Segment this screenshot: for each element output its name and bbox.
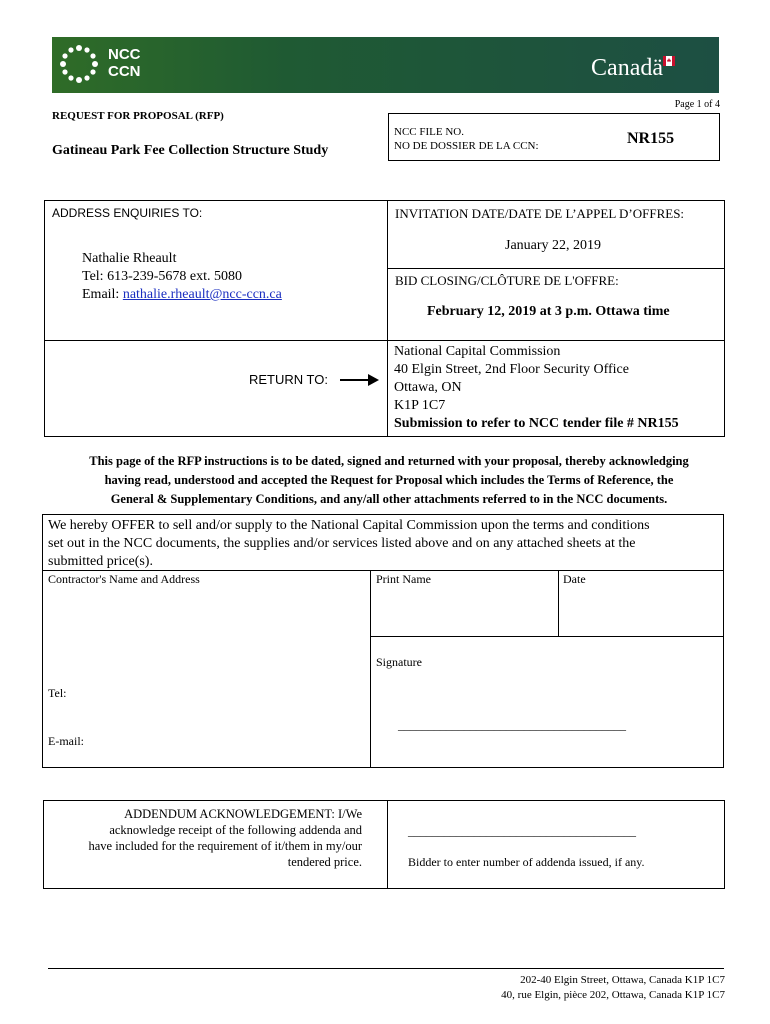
- contractor-label: Contractor's Name and Address: [48, 572, 200, 586]
- instructions-line-1: This page of the RFP instructions is to be dated, signed and returned with your proposal, thereby acknowledging: [89, 454, 689, 468]
- dates-divider: [387, 268, 725, 269]
- print-name-label: Print Name: [376, 572, 431, 586]
- instructions-paragraph: [46, 452, 732, 509]
- file-label-fr: NO DE DOSSIER DE LA CCN:: [394, 140, 539, 152]
- email-label: Email:: [82, 287, 123, 302]
- addendum-line-1: ADDENDUM ACKNOWLEDGEMENT: I/We: [124, 807, 362, 821]
- addendum-line-4: tendered price.: [287, 855, 362, 869]
- canada-wordmark: Canadä: [591, 55, 663, 81]
- footer-address-en: 202-40 Elgin Street, Ottawa, Canada K1P 1C7: [520, 974, 725, 986]
- footer-address-fr: 40, rue Elgin, pièce 202, Ottawa, Canada K1P 1C7: [501, 989, 725, 1001]
- rfp-label: REQUEST FOR PROPOSAL (RFP): [52, 110, 224, 122]
- logo-line-fr: CCN: [108, 63, 141, 80]
- addendum-line-2: acknowledge receipt of the following addenda and: [109, 823, 362, 837]
- submission-note: Submission to refer to NCC tender file # NR155: [394, 416, 679, 431]
- tel-label: Tel:: [48, 686, 67, 700]
- enquiries-label: ADDRESS ENQUIRIES TO:: [52, 206, 203, 220]
- footer-rule: [48, 968, 724, 969]
- logo-line-en: NCC: [108, 46, 141, 63]
- footer-address: [501, 973, 725, 1003]
- file-label-en: NCC FILE NO.: [394, 126, 464, 138]
- header-banner: [52, 37, 719, 93]
- contact-tel: Tel: 613-239-5678 ext. 5080: [82, 269, 242, 284]
- signature-label: Signature: [376, 655, 422, 669]
- closing-label: BID CLOSING/CLÔTURE DE L'OFFRE:: [395, 273, 619, 288]
- rfp-title: Gatineau Park Fee Collection Structure Study: [52, 143, 329, 158]
- name-date-divider: [558, 570, 559, 636]
- return-line-3: Ottawa, ON: [394, 380, 462, 395]
- offer-line-3: submitted price(s).: [48, 554, 153, 569]
- email-field-label: E-mail:: [48, 734, 84, 748]
- offer-line-1: We hereby OFFER to sell and/or supply to the National Capital Commission upon the terms and conditions: [48, 518, 650, 533]
- return-address: [394, 343, 679, 433]
- signature-row-divider: [370, 636, 724, 637]
- offer-text: [48, 517, 708, 571]
- offer-divider: [42, 570, 724, 571]
- ncc-logo-text: [108, 46, 141, 80]
- contact-email-link[interactable]: nathalie.rheault@ncc-ccn.ca: [122, 287, 282, 302]
- page-indicator: Page 1 of 4: [674, 99, 720, 110]
- addendum-divider: [387, 800, 388, 889]
- addendum-text: [52, 806, 362, 870]
- return-to-label: RETURN TO:: [249, 372, 328, 387]
- signature-line: ______________________________________: [398, 718, 626, 732]
- file-number: NR155: [627, 130, 675, 147]
- invitation-label: INVITATION DATE/DATE DE L’APPEL D’OFFRES:: [395, 206, 685, 221]
- return-line-2: 40 Elgin Street, 2nd Floor Security Office: [394, 362, 629, 377]
- bidder-note: Bidder to enter number of addenda issued, if any.: [408, 855, 645, 869]
- grid-row-divider: [44, 340, 725, 341]
- instructions-line-2: having read, understood and accepted the Request for Proposal which includes the Terms of Reference, the: [104, 473, 674, 487]
- return-line-4: K1P 1C7: [394, 398, 446, 413]
- closing-date: February 12, 2019 at 3 p.m. Ottawa time: [427, 304, 670, 319]
- addenda-entry-line: ______________________________________: [408, 824, 636, 838]
- canada-flag-icon: [663, 56, 675, 66]
- invitation-date: January 22, 2019: [505, 238, 602, 253]
- arrow-right-icon: [340, 373, 380, 387]
- file-label: [394, 125, 539, 153]
- offer-column-divider: [370, 570, 371, 768]
- date-label: Date: [563, 572, 586, 586]
- file-number-box: [388, 113, 720, 161]
- grid-divider: [387, 200, 388, 437]
- offer-line-2: set out in the NCC documents, the supplies and/or services listed above and on any attached sheets at the: [48, 536, 636, 551]
- contact-email-row: [82, 286, 282, 304]
- instructions-line-3: General & Supplementary Conditions, and any/all other attachments referred to in the NCC documents.: [110, 492, 668, 506]
- addendum-line-3: have included for the requirement of it/them in my/our: [88, 839, 362, 853]
- ncc-emblem-icon: [59, 44, 99, 84]
- return-line-1: National Capital Commission: [394, 344, 561, 359]
- enquiries-contact: [82, 250, 282, 304]
- contact-name: Nathalie Rheault: [82, 251, 177, 266]
